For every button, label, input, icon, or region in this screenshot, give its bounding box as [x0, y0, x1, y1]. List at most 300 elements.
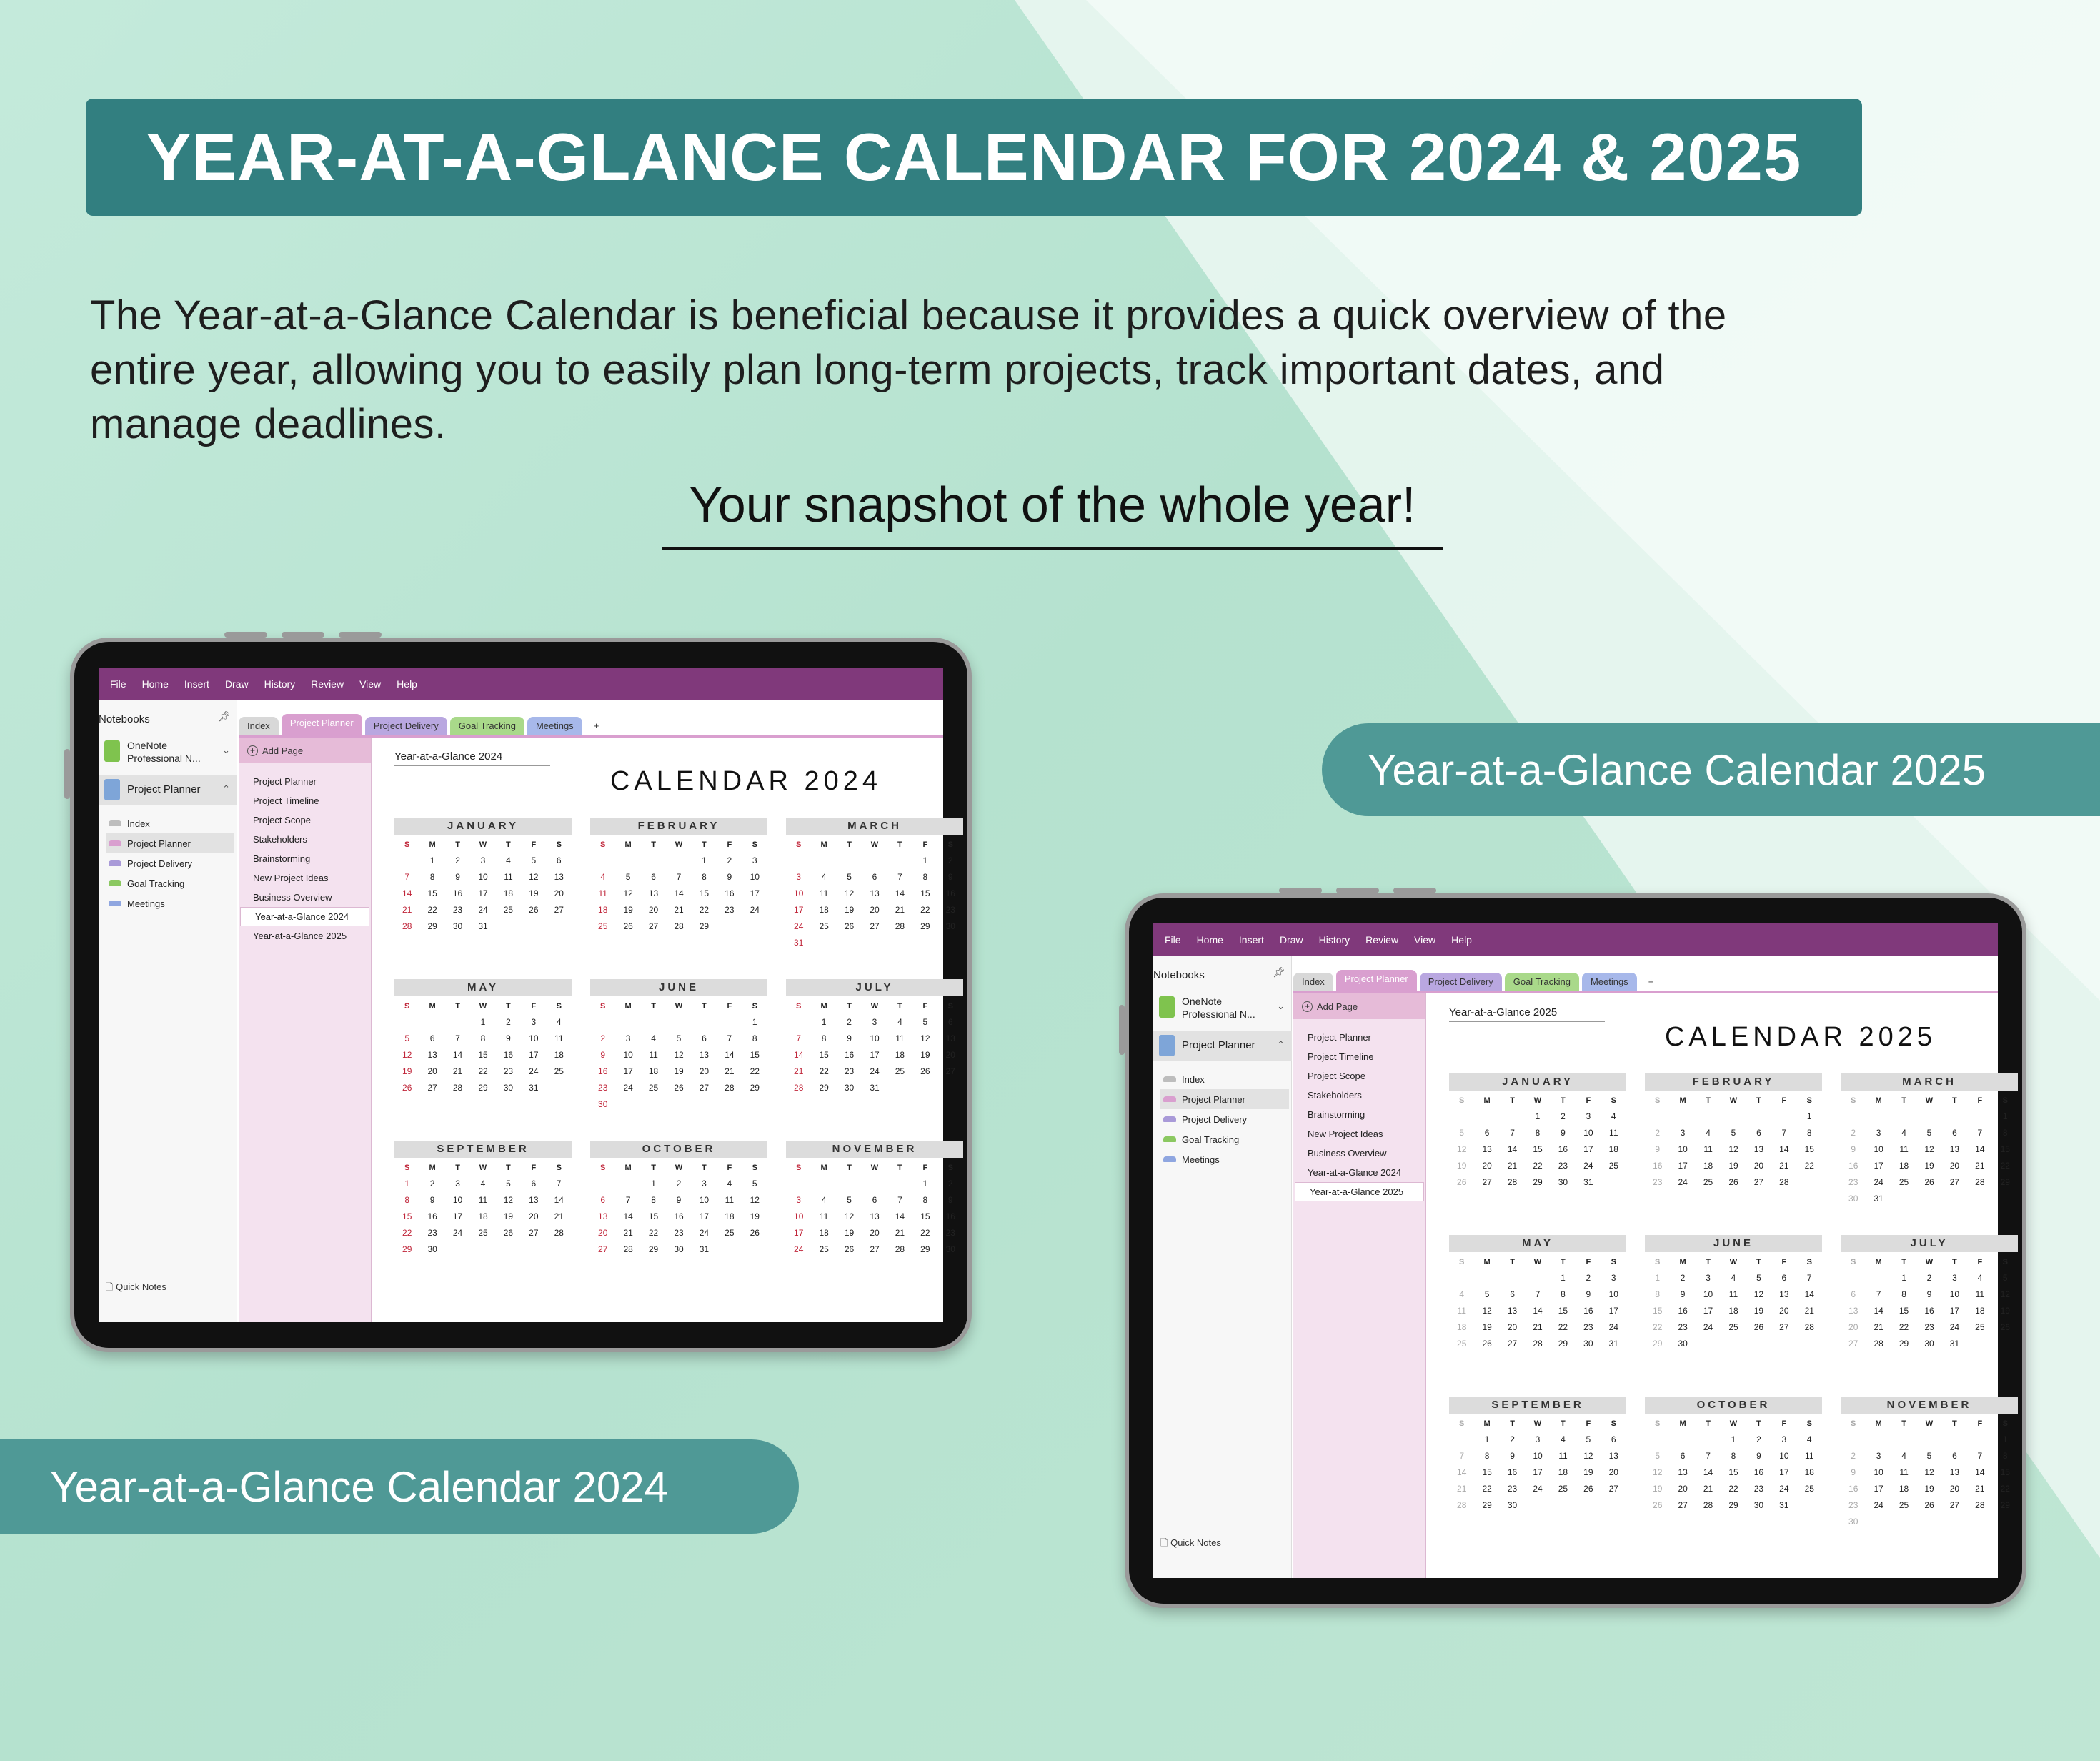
day-cell: 10 — [750, 872, 760, 882]
section-tab[interactable]: Meetings — [527, 717, 582, 735]
menu-item[interactable]: Insert — [1238, 934, 1264, 946]
weekday-label: M — [1483, 1419, 1491, 1428]
day-cell: 10 — [1779, 1451, 1789, 1461]
weekday-label: S — [2002, 1258, 2008, 1266]
page-item[interactable]: Year-at-a-Glance 2025 — [253, 931, 347, 941]
day-cell: 22 — [920, 1228, 930, 1238]
weekday-label: M — [1679, 1419, 1686, 1428]
section-label: Project Planner — [127, 838, 191, 849]
section-item[interactable] — [106, 853, 234, 873]
pin-icon[interactable]: 📌︎ — [218, 710, 231, 722]
day-cell: 4 — [821, 872, 827, 882]
day-cell: 11 — [1703, 1144, 1713, 1154]
weekday-label: S — [1851, 1258, 1856, 1266]
day-cell: 29 — [1728, 1500, 1738, 1510]
page-title-field[interactable]: Year-at-a-Glance 2025 — [1449, 1006, 1605, 1022]
day-cell: 2 — [1655, 1128, 1661, 1138]
day-cell: 21 — [1457, 1484, 1467, 1494]
section-tab[interactable]: Index — [1293, 973, 1333, 991]
day-cell: 28 — [895, 921, 905, 931]
day-cell: 14 — [1779, 1144, 1789, 1154]
current-notebook[interactable] — [99, 775, 237, 805]
weekday-label: M — [429, 840, 436, 849]
day-grid — [1645, 1096, 1822, 1187]
chevron-up-icon[interactable]: ⌃ — [222, 783, 230, 794]
day-cell: 3 — [1586, 1111, 1591, 1121]
day-cell: 1 — [702, 855, 707, 865]
weekday-label: W — [675, 1164, 683, 1172]
day-cell: 8 — [429, 872, 435, 882]
day-cell: 1 — [1731, 1434, 1736, 1444]
weekday-label: F — [1977, 1096, 1983, 1105]
day-cell: 20 — [1949, 1161, 1960, 1171]
day-cell: 24 — [1873, 1177, 1883, 1187]
weekday-label: T — [897, 840, 902, 849]
weekday-label: S — [2002, 1419, 2008, 1428]
chevron-down-icon[interactable]: ⌄ — [222, 745, 230, 755]
day-cell: 11 — [725, 1195, 735, 1205]
day-cell: 22 — [2000, 1484, 2010, 1494]
day-cell: 11 — [895, 1033, 905, 1043]
weekday-label: S — [600, 1002, 606, 1011]
day-cell: 16 — [725, 888, 735, 898]
day-cell: 1 — [1655, 1273, 1661, 1283]
day-cell: 10 — [870, 1033, 880, 1043]
weekday-label: F — [922, 1002, 928, 1011]
add-page-button[interactable] — [1293, 993, 1425, 1019]
day-cell: 28 — [1804, 1322, 1814, 1332]
day-cell: 11 — [1899, 1467, 1909, 1477]
day-cell: 15 — [1653, 1306, 1663, 1316]
day-cell: 8 — [821, 1033, 827, 1043]
day-cell: 10 — [452, 1195, 463, 1205]
month-block — [786, 1141, 963, 1254]
day-cell: 24 — [478, 905, 488, 915]
day-cell — [1645, 1111, 1670, 1121]
day-cell: 30 — [674, 1244, 684, 1254]
weekday-label: W — [1729, 1258, 1738, 1266]
section-item[interactable] — [106, 893, 234, 913]
section-tab[interactable]: Meetings — [1582, 973, 1637, 991]
day-cell: 18 — [1703, 1161, 1713, 1171]
day-cell: 18 — [554, 1050, 564, 1060]
day-cell: 28 — [1975, 1500, 1985, 1510]
weekday-label: F — [1586, 1096, 1591, 1105]
weekday-label: F — [727, 840, 732, 849]
day-cell — [1670, 1434, 1695, 1444]
menu-item[interactable]: Draw — [1279, 934, 1303, 946]
section-tab[interactable]: Project Planner — [282, 714, 362, 735]
weekday-label: F — [531, 840, 537, 849]
weekday-label: S — [752, 840, 757, 849]
tablet-button — [1336, 888, 1379, 893]
weekday-label: W — [1925, 1096, 1934, 1105]
weekday-label: W — [479, 840, 487, 849]
day-cell: 9 — [429, 1195, 435, 1205]
day-cell: 22 — [1653, 1322, 1663, 1332]
day-cell: 8 — [922, 1195, 928, 1205]
day-cell: 24 — [1678, 1177, 1688, 1187]
menu-item[interactable]: View — [1414, 934, 1436, 946]
day-cell: 1 — [752, 1017, 757, 1027]
day-cell: 13 — [1949, 1144, 1960, 1154]
month-name: JUNE — [590, 979, 767, 996]
month-block — [786, 818, 963, 948]
day-cell: 17 — [1873, 1484, 1883, 1494]
page-item[interactable]: Project Planner — [1308, 1032, 1371, 1043]
day-cell: 6 — [872, 1195, 877, 1205]
day-cell — [837, 1179, 862, 1189]
day-cell: 2 — [1756, 1434, 1761, 1444]
day-cell: 11 — [1975, 1289, 1985, 1299]
tagline: Your snapshot of the whole year! — [662, 476, 1443, 550]
day-cell — [1942, 1111, 1967, 1121]
day-cell: 17 — [623, 1066, 633, 1076]
day-cell: 31 — [1608, 1339, 1618, 1349]
day-cell: 11 — [478, 1195, 488, 1205]
day-cell: 12 — [503, 1195, 514, 1205]
month-block — [394, 1141, 572, 1254]
day-cell: 5 — [1586, 1434, 1591, 1444]
section-tab[interactable]: Project Delivery — [1420, 973, 1502, 991]
day-cell: 30 — [1924, 1339, 1934, 1349]
add-page-button[interactable] — [239, 738, 371, 763]
day-cell: 14 — [1873, 1306, 1883, 1316]
day-cell: 31 — [1873, 1194, 1883, 1204]
weekday-label: M — [624, 1164, 632, 1172]
day-cell: 29 — [2000, 1500, 2010, 1510]
menu-item[interactable]: History — [1318, 934, 1350, 946]
notebook-icon — [104, 740, 120, 762]
day-cell: 14 — [1533, 1306, 1543, 1316]
section-item[interactable] — [106, 813, 234, 833]
menu-item[interactable]: Home — [1196, 934, 1223, 946]
month-name: JUNE — [1645, 1235, 1822, 1252]
day-cell: 23 — [725, 905, 735, 915]
day-cell: 3 — [702, 1179, 707, 1189]
menu-item[interactable]: Insert — [184, 678, 209, 690]
day-cell: 23 — [844, 1066, 855, 1076]
day-cell: 11 — [1558, 1451, 1568, 1461]
day-cell: 13 — [427, 1050, 437, 1060]
weekday-label: T — [1510, 1258, 1515, 1266]
menu-item[interactable]: File — [1165, 934, 1181, 946]
day-cell: 23 — [1848, 1500, 1858, 1510]
day-cell: 16 — [503, 1050, 514, 1060]
menu-item[interactable]: Home — [141, 678, 169, 690]
day-cell: 11 — [598, 888, 607, 898]
day-cell — [786, 1017, 811, 1027]
section-tab[interactable]: + — [1640, 973, 1663, 991]
day-cell: 29 — [2000, 1177, 2010, 1187]
day-cell: 29 — [1558, 1339, 1568, 1349]
section-tab[interactable]: Index — [239, 717, 279, 735]
notebook-item[interactable] — [99, 735, 237, 770]
day-cell: 2 — [947, 855, 953, 865]
tablet-button — [224, 632, 267, 638]
day-cell: 7 — [1706, 1451, 1711, 1461]
day-cell: 30 — [1583, 1339, 1593, 1349]
section-item[interactable] — [106, 833, 234, 853]
day-cell: 30 — [503, 1083, 514, 1093]
day-cell: 28 — [1457, 1500, 1467, 1510]
tablet-button — [1279, 888, 1322, 893]
day-cell: 18 — [819, 1228, 829, 1238]
weekday-label: F — [1781, 1419, 1787, 1428]
page-item[interactable]: Brainstorming — [1308, 1109, 1365, 1120]
day-cell: 11 — [504, 872, 513, 882]
menu-item[interactable]: Help — [397, 678, 417, 690]
month-block — [1841, 1073, 2018, 1204]
tablet-button — [282, 632, 324, 638]
section-item[interactable] — [1160, 1069, 1289, 1089]
day-cell: 5 — [1459, 1128, 1465, 1138]
day-cell: 24 — [750, 905, 760, 915]
weekday-label: F — [531, 1164, 537, 1172]
section-list — [106, 813, 234, 913]
day-cell: 13 — [1753, 1144, 1764, 1154]
day-cell: 21 — [1533, 1322, 1543, 1332]
title-banner — [86, 99, 1862, 216]
section-label: Project Delivery — [127, 858, 193, 869]
day-cell: 20 — [1753, 1161, 1764, 1171]
plus-icon: + — [247, 745, 258, 756]
day-cell: 27 — [648, 921, 659, 931]
page-item[interactable]: New Project Ideas — [1308, 1128, 1383, 1139]
day-cell: 9 — [1680, 1289, 1686, 1299]
menu-item[interactable]: Help — [1451, 934, 1472, 946]
day-cell: 13 — [554, 872, 564, 882]
day-cell: 26 — [1482, 1339, 1492, 1349]
day-cell: 13 — [1608, 1451, 1618, 1461]
day-cell: 3 — [1781, 1434, 1787, 1444]
day-cell: 22 — [1533, 1161, 1543, 1171]
notebooks-label: Notebooks — [1153, 969, 1205, 981]
page-item[interactable]: Brainstorming — [253, 853, 311, 864]
month-name: JANUARY — [394, 818, 572, 835]
day-cell — [1866, 1111, 1891, 1121]
day-cell: 8 — [2002, 1451, 2008, 1461]
current-notebook[interactable] — [1153, 1031, 1292, 1061]
day-cell: 14 — [725, 1050, 735, 1060]
menu-item[interactable]: File — [110, 678, 126, 690]
day-cell: 27 — [870, 921, 880, 931]
day-grid — [1841, 1258, 2018, 1349]
day-cell: 18 — [895, 1050, 905, 1060]
weekday-label: W — [1925, 1258, 1934, 1266]
day-cell: 10 — [1703, 1289, 1713, 1299]
section-icon — [109, 901, 121, 906]
day-cell: 14 — [554, 1195, 564, 1205]
day-cell: 15 — [920, 888, 930, 898]
day-cell: 22 — [402, 1228, 412, 1238]
day-cell: 23 — [1558, 1161, 1568, 1171]
day-cell: 19 — [674, 1066, 684, 1076]
section-tab[interactable]: Project Planner — [1336, 970, 1417, 991]
day-cell: 6 — [1484, 1128, 1490, 1138]
menu-item[interactable]: View — [359, 678, 382, 690]
day-cell: 19 — [1728, 1161, 1738, 1171]
day-cell: 22 — [1482, 1484, 1492, 1494]
weekday-label: T — [1756, 1258, 1761, 1266]
day-cell: 1 — [480, 1017, 486, 1027]
weekday-label: S — [1459, 1419, 1465, 1428]
day-grid — [786, 1002, 963, 1093]
day-cell: 3 — [1611, 1273, 1616, 1283]
day-cell: 9 — [1756, 1451, 1761, 1461]
section-item[interactable] — [1160, 1109, 1289, 1129]
page-item[interactable]: Project Timeline — [1308, 1051, 1374, 1062]
day-cell: 9 — [947, 872, 953, 882]
day-cell: 25 — [819, 921, 829, 931]
day-cell: 5 — [404, 1033, 410, 1043]
day-cell: 6 — [600, 1195, 606, 1205]
day-cell: 7 — [404, 872, 410, 882]
day-cell: 19 — [1924, 1484, 1934, 1494]
day-cell: 29 — [1899, 1339, 1909, 1349]
day-cell: 17 — [1608, 1306, 1618, 1316]
day-cell: 4 — [727, 1179, 732, 1189]
month-name: MAY — [394, 979, 572, 996]
page-item[interactable]: Stakeholders — [253, 834, 307, 845]
section-item[interactable] — [106, 873, 234, 893]
page-item[interactable]: Project Timeline — [253, 795, 319, 806]
weekday-label: T — [1756, 1419, 1761, 1428]
page-item[interactable]: Year-at-a-Glance 2025 — [1295, 1182, 1424, 1201]
menu-item[interactable]: Review — [1365, 934, 1399, 946]
day-cell: 8 — [1655, 1289, 1661, 1299]
weekday-label: W — [479, 1164, 487, 1172]
day-cell: 27 — [1507, 1339, 1518, 1349]
day-cell: 25 — [1728, 1322, 1738, 1332]
day-cell: 14 — [895, 888, 905, 898]
day-cell: 10 — [1583, 1128, 1593, 1138]
day-cell: 8 — [404, 1195, 410, 1205]
day-cell: 4 — [556, 1017, 562, 1027]
page-item[interactable]: New Project Ideas — [253, 873, 329, 883]
page-item[interactable]: Year-at-a-Glance 2024 — [1308, 1167, 1402, 1178]
day-cell: 8 — [480, 1033, 486, 1043]
day-cell: 30 — [945, 1244, 955, 1254]
day-cell: 30 — [1558, 1177, 1568, 1187]
day-cell — [1746, 1111, 1771, 1121]
day-cell: 10 — [794, 1211, 804, 1221]
menu-item[interactable]: Review — [311, 678, 344, 690]
section-icon — [109, 880, 121, 886]
weekday-label: T — [1756, 1096, 1761, 1105]
section-item[interactable] — [1160, 1149, 1289, 1169]
menu-item[interactable]: Draw — [224, 678, 249, 690]
page-item[interactable]: Project Scope — [253, 815, 311, 825]
weekday-label: T — [651, 1002, 656, 1011]
section-item[interactable] — [1160, 1089, 1289, 1109]
section-tab[interactable]: Goal Tracking — [1505, 973, 1579, 991]
day-cell: 6 — [429, 1033, 435, 1043]
page-item[interactable]: Project Scope — [1308, 1071, 1365, 1081]
day-cell: 27 — [1482, 1177, 1492, 1187]
notebook-item[interactable] — [1153, 991, 1292, 1026]
day-cell: 12 — [1753, 1289, 1764, 1299]
month-name: SEPTEMBER — [1449, 1397, 1626, 1414]
section-label: Project Delivery — [1182, 1113, 1248, 1125]
quick-notes[interactable] — [1160, 1537, 1221, 1552]
month-name: OCTOBER — [1645, 1397, 1822, 1414]
day-cell: 18 — [1975, 1306, 1985, 1316]
pin-icon[interactable]: 📌︎ — [1273, 966, 1285, 978]
day-cell: 16 — [945, 1211, 955, 1221]
day-cell: 23 — [452, 905, 463, 915]
month-block — [1841, 1235, 2018, 1349]
weekday-label: F — [727, 1164, 732, 1172]
day-cell — [1500, 1111, 1525, 1121]
day-cell: 17 — [1583, 1144, 1593, 1154]
day-cell: 10 — [1873, 1467, 1883, 1477]
day-cell: 12 — [2000, 1289, 2010, 1299]
weekday-label: T — [1561, 1419, 1566, 1428]
day-cell: 11 — [1728, 1289, 1738, 1299]
chevron-down-icon[interactable]: ⌄ — [1277, 1001, 1285, 1011]
day-cell: 20 — [1848, 1322, 1858, 1332]
day-cell — [1916, 1111, 1941, 1121]
day-cell: 8 — [752, 1033, 757, 1043]
day-cell: 12 — [1482, 1306, 1492, 1316]
page-item[interactable]: Business Overview — [253, 892, 332, 903]
page-title-field[interactable]: Year-at-a-Glance 2024 — [394, 750, 550, 766]
page-item[interactable]: Stakeholders — [1308, 1090, 1362, 1101]
section-tab[interactable]: + — [585, 717, 608, 735]
weekday-label: T — [847, 1002, 852, 1011]
day-cell: 20 — [945, 1050, 955, 1060]
day-cell: 28 — [794, 1083, 804, 1093]
month-block — [1645, 1235, 1822, 1349]
day-cell: 1 — [1901, 1273, 1906, 1283]
day-cell: 26 — [1728, 1177, 1738, 1187]
day-cell — [1967, 1111, 1992, 1121]
month-block — [590, 1141, 767, 1254]
day-cell: 16 — [452, 888, 463, 898]
page-item[interactable]: Business Overview — [1308, 1148, 1387, 1159]
day-grid — [590, 840, 767, 931]
day-cell: 24 — [623, 1083, 633, 1093]
day-cell — [1645, 1434, 1670, 1444]
menu-item[interactable]: History — [264, 678, 296, 690]
day-cell: 10 — [1608, 1289, 1618, 1299]
section-label: Meetings — [127, 898, 165, 909]
day-cell: 17 — [794, 1228, 804, 1238]
section-tab[interactable]: Project Delivery — [365, 717, 447, 735]
day-cell: 23 — [503, 1066, 514, 1076]
chevron-up-icon[interactable]: ⌃ — [1277, 1039, 1285, 1050]
day-cell: 29 — [920, 1244, 930, 1254]
page-item[interactable]: Project Planner — [253, 776, 317, 787]
quick-notes[interactable] — [106, 1281, 166, 1296]
day-cell: 23 — [427, 1228, 437, 1238]
day-cell: 10 — [1533, 1451, 1543, 1461]
section-tab[interactable]: Goal Tracking — [450, 717, 524, 735]
page-item[interactable]: Year-at-a-Glance 2024 — [240, 907, 369, 926]
day-grid — [786, 1164, 963, 1254]
section-item[interactable] — [1160, 1129, 1289, 1149]
day-cell: 8 — [922, 872, 928, 882]
day-cell: 11 — [819, 888, 829, 898]
weekday-label: S — [2002, 1096, 2008, 1105]
day-cell: 18 — [598, 905, 608, 915]
month-block — [1449, 1397, 1626, 1510]
weekday-label: S — [556, 840, 562, 849]
day-cell: 29 — [1533, 1177, 1543, 1187]
day-cell: 25 — [1558, 1484, 1568, 1494]
day-cell: 30 — [844, 1083, 855, 1093]
